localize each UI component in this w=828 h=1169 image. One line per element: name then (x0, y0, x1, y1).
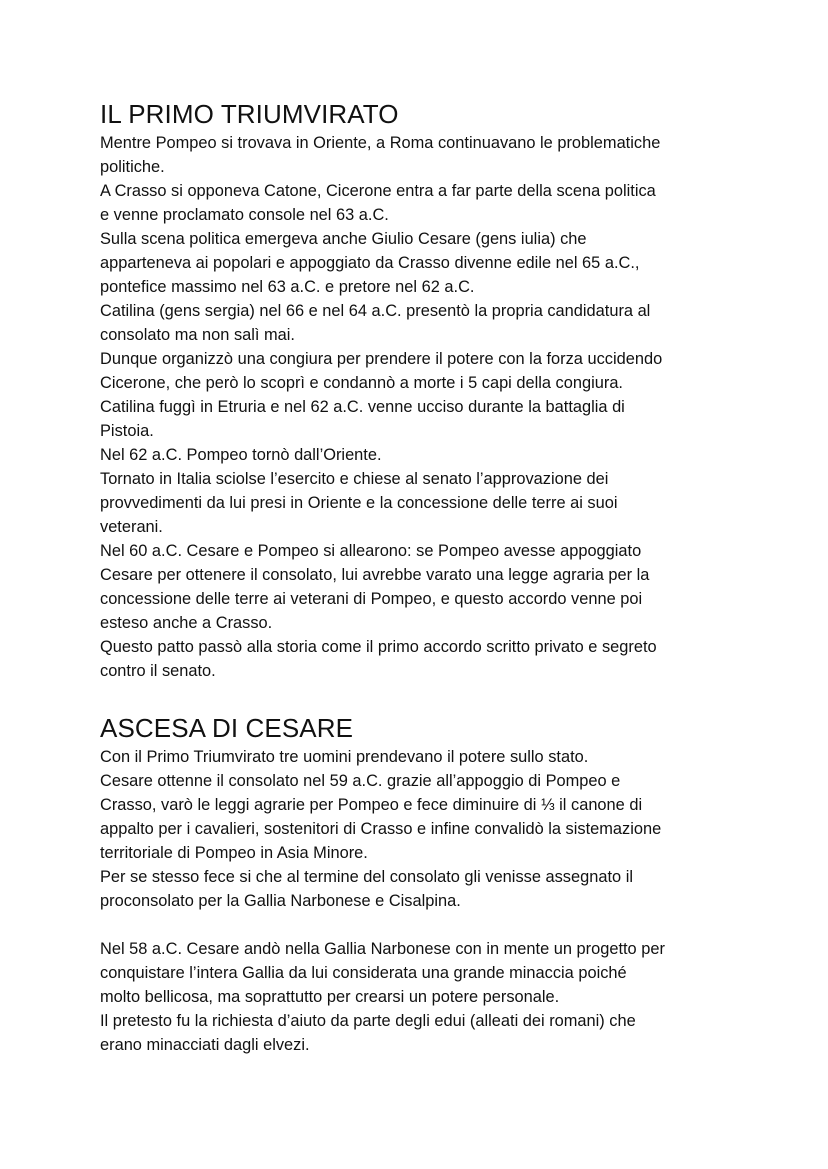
text-line: veterani. (100, 518, 163, 536)
text-line: Questo patto passò alla storia come il primo accordo scritto privato e segreto (100, 638, 657, 656)
text-line: politiche. (100, 158, 165, 176)
text-line: Per se stesso fece si che al termine del consolato gli venisse assegnato il (100, 868, 633, 886)
text-line: proconsolato per la Gallia Narbonese e Cisalpina. (100, 892, 461, 910)
text-line: A Crasso si opponeva Catone, Cicerone entra a far parte della scena politica (100, 182, 656, 200)
text-line: erano minacciati dagli elvezi. (100, 1036, 310, 1054)
text-line: Nel 60 a.C. Cesare e Pompeo si allearono: se Pompeo avesse appoggiato (100, 542, 642, 560)
section-primo-triumvirato (100, 97, 780, 683)
section-title: IL PRIMO TRIUMVIRATO (100, 99, 399, 129)
text-line: Sulla scena politica emergeva anche Giulio Cesare (gens iulia) che (100, 230, 587, 248)
text-line: apparteneva ai popolari e appoggiato da Crasso divenne edile nel 65 a.C., (100, 254, 640, 272)
text-line: territoriale di Pompeo in Asia Minore. (100, 844, 368, 862)
document-page (100, 97, 780, 1057)
text-line: consolato ma non salì mai. (100, 326, 295, 344)
text-line: appalto per i cavalieri, sostenitori di Crasso e infine convalidò la sistemazione (100, 820, 662, 838)
text-line: Cicerone, che però lo scoprì e condannò a morte i 5 capi della congiura. (100, 374, 623, 392)
text-line: Dunque organizzò una congiura per prendere il potere con la forza uccidendo (100, 350, 663, 368)
text-line: Catilina fuggì in Etruria e nel 62 a.C. venne ucciso durante la battaglia di (100, 398, 625, 416)
text-line: e venne proclamato console nel 63 a.C. (100, 206, 389, 224)
text-line: Nel 62 a.C. Pompeo tornò dall’Oriente. (100, 446, 382, 464)
section-gap (100, 683, 780, 711)
section-title: ASCESA DI CESARE (100, 713, 354, 743)
text-line: pontefice massimo nel 63 a.C. e pretore nel 62 a.C. (100, 278, 475, 296)
text-line: concessione delle terre ai veterani di Pompeo, e questo accordo venne poi (100, 590, 643, 608)
section-ascesa-di-cesare (100, 711, 780, 1057)
text-line: Nel 58 a.C. Cesare andò nella Gallia Narbonese con in mente un progetto per (100, 940, 665, 958)
text-line: Il pretesto fu la richiesta d’aiuto da parte degli edui (alleati dei romani) che (100, 1012, 636, 1030)
paragraph-spacer (100, 913, 780, 937)
text-line: Cesare per ottenere il consolato, lui avrebbe varato una legge agraria per la (100, 566, 650, 584)
text-line: conquistare l’intera Gallia da lui considerata una grande minaccia poiché (100, 964, 627, 982)
text-line: molto bellicosa, ma soprattutto per crearsi un potere personale. (100, 988, 560, 1006)
text-line: Con il Primo Triumvirato tre uomini prendevano il potere sullo stato. (100, 748, 589, 766)
text-line: Cesare ottenne il consolato nel 59 a.C. grazie all’appoggio di Pompeo e (100, 772, 621, 790)
text-line: provvedimenti da lui presi in Oriente e la concessione delle terre ai suoi (100, 494, 618, 512)
text-line: Mentre Pompeo si trovava in Oriente, a Roma continuavano le problematiche (100, 134, 661, 152)
text-line: Catilina (gens sergia) nel 66 e nel 64 a.C. presentò la propria candidatura al (100, 302, 651, 320)
text-line: Tornato in Italia sciolse l’esercito e chiese al senato l’approvazione dei (100, 470, 609, 488)
text-line: esteso anche a Crasso. (100, 614, 273, 632)
text-line: Crasso, varò le leggi agrarie per Pompeo e fece diminuire di ⅓ il canone di (100, 796, 643, 814)
text-line: Pistoia. (100, 422, 154, 440)
text-line: contro il senato. (100, 662, 216, 680)
